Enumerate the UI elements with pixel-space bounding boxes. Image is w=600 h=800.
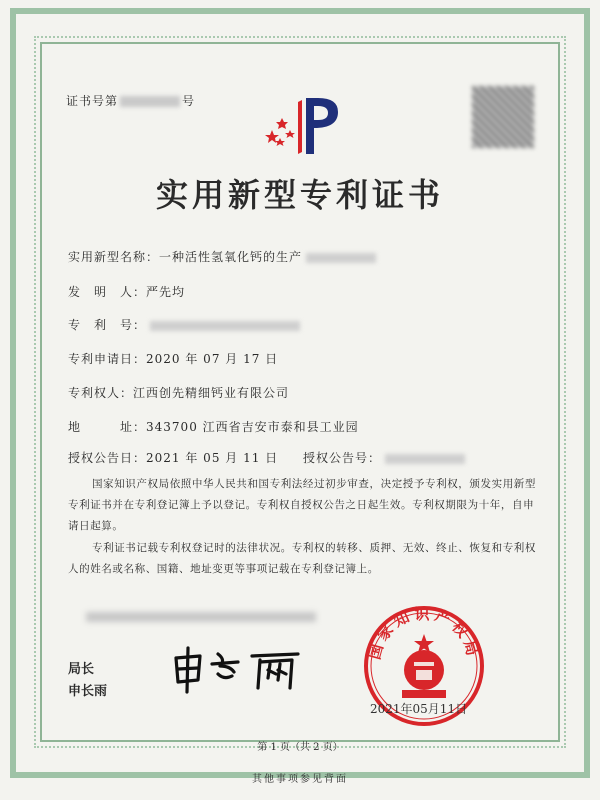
- redacted-line: [86, 612, 316, 622]
- inventor-value: 严先均: [146, 285, 186, 299]
- inventor-label: 发 明 人：: [68, 285, 147, 299]
- address-value: 343700 江西省吉安市泰和县工业园: [146, 420, 359, 434]
- cert-no-suffix: 号: [182, 94, 196, 108]
- redacted-grant-no: [385, 454, 465, 464]
- seal-date: 2021年05月11日: [370, 702, 468, 716]
- patentee-label: 专利权人：: [68, 386, 134, 400]
- filing-date-row: [68, 350, 278, 367]
- utility-name-label: 实用新型名称：: [68, 250, 160, 264]
- seal-text: 国家知识产权局: [365, 604, 483, 662]
- director-title: 局长: [68, 662, 95, 677]
- certificate-number: [66, 92, 195, 109]
- grant-date-label: 授权公告日：: [68, 451, 147, 465]
- handwritten-signature: [168, 644, 308, 694]
- address-row: [68, 418, 359, 435]
- body-paragraph-2: [68, 538, 538, 580]
- certificate-title: 实用新型专利证书: [155, 176, 444, 214]
- cnipa-logo-icon: [258, 92, 358, 164]
- body-text-2: 专利证书记载专利权登记时的法律状况。专利权的转移、质押、无效、终止、恢复和专利权人的姓名或名称、国籍、地址变更等事项记载在专利登记簿上。: [68, 542, 536, 575]
- patentee-value: 江西创先精细钙业有限公司: [133, 386, 290, 400]
- body-text-1: 国家知识产权局依照中华人民共和国专利法经过初步审查，决定授予专利权，颁发实用新型专利证书并在专利登记簿上予以登记。专利权自授权公告之日起生效。专利权期限为十年，自申请日起算。: [68, 478, 536, 532]
- filing-date-value: 2020 年 07 月 17 日: [146, 352, 279, 366]
- redacted-text: [306, 253, 376, 263]
- inventor-row: [68, 283, 185, 300]
- grant-date-row: [68, 449, 278, 466]
- redacted-patent-no: [150, 321, 300, 331]
- grant-no-row: [303, 449, 465, 466]
- footer-note: 其他事项参见背面: [252, 774, 348, 785]
- utility-name-value: 一种活性氢氧化钙的生产: [159, 250, 303, 264]
- address-label: 地 址：: [68, 420, 147, 434]
- body-paragraph-1: [68, 474, 538, 537]
- grant-no-label: 授权公告号：: [303, 451, 382, 465]
- director-name: 申长雨: [68, 684, 108, 699]
- patent-no-label: 专 利 号：: [68, 318, 147, 332]
- redacted-number: [120, 96, 180, 107]
- page-indicator: 第 1 页（共 2 页）: [257, 742, 343, 753]
- redacted-qr-code: [472, 86, 534, 148]
- cert-no-prefix: 证书号第: [66, 94, 119, 108]
- patent-no-row: [68, 316, 300, 333]
- utility-name-row: [68, 248, 376, 265]
- filing-date-label: 专利申请日：: [68, 352, 147, 366]
- grant-date-value: 2021 年 05 月 11 日: [146, 451, 279, 465]
- patentee-row: [68, 384, 289, 401]
